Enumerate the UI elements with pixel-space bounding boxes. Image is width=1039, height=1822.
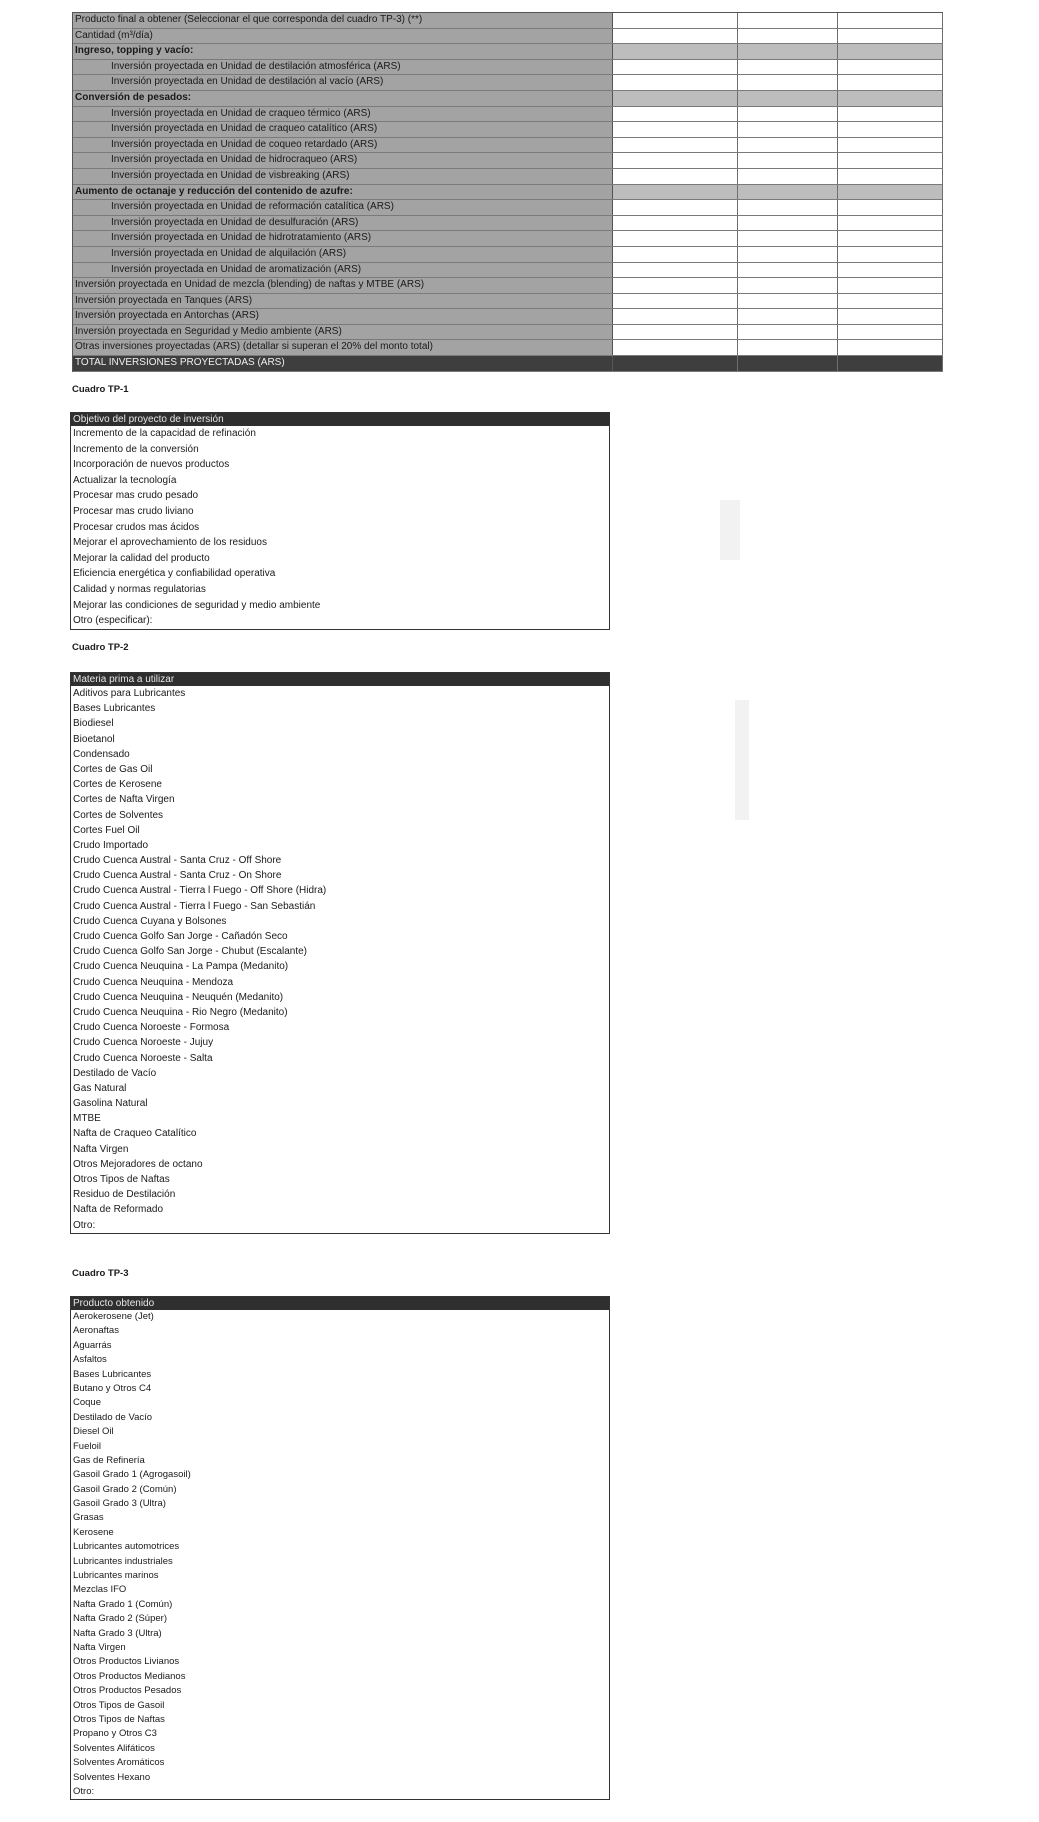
list-item: Solventes Hexano <box>73 1771 151 1783</box>
list-item: Fueloil <box>73 1440 101 1452</box>
investment-row <box>73 44 943 60</box>
investment-row-label: Inversión proyectada en Unidad de mezcla (blending) de naftas y MTBE (ARS) <box>73 278 613 293</box>
investment-value-cell-3[interactable] <box>838 200 943 215</box>
list-item: Cortes de Gas Oil <box>73 763 153 775</box>
investment-value-cell-3[interactable] <box>838 325 943 340</box>
investment-row-label: Inversión proyectada en Unidad de desulfuración (ARS) <box>73 216 613 231</box>
list-item: Destilado de Vacío <box>73 1067 157 1079</box>
list-item: Coque <box>73 1397 101 1409</box>
list-item: Bases Lubricantes <box>73 703 156 715</box>
investment-value-cell-2[interactable] <box>738 200 838 215</box>
investment-row-label: Inversión proyectada en Seguridad y Medio ambiente (ARS) <box>73 325 613 340</box>
list-item: Mezclas IFO <box>73 1584 127 1596</box>
list-item: Crudo Cuenca Golfo San Jorge - Cañadón Seco <box>73 931 288 942</box>
list-item: Nafta Grado 1 (Común) <box>73 1598 173 1610</box>
list-item: Bases Lubricantes <box>73 1368 152 1380</box>
investment-value-cell-2[interactable] <box>738 216 838 231</box>
tp3-header: Producto obtenido <box>71 1297 609 1310</box>
investment-row-label: Otras inversiones proyectadas (ARS) (detallar si superan el 20% del monto total) <box>73 340 613 355</box>
investment-row <box>73 247 943 263</box>
list-item: Bioetanol <box>73 733 115 745</box>
cuadro-tp3-title: Cuadro TP-3 <box>72 1268 129 1279</box>
list-item: Crudo Cuenca Austral - Tierra l Fuego - Off Shore (Hidra) <box>73 885 327 897</box>
investment-value-cell-3[interactable] <box>838 107 943 122</box>
investment-row-label: Aumento de octanaje y reducción del contenido de azufre: <box>73 185 613 200</box>
list-item: Aditivos para Lubricantes <box>73 688 186 699</box>
investment-value-cell-3[interactable] <box>838 263 943 278</box>
list-item: MTBE <box>73 1113 101 1125</box>
list-item: Crudo Cuenca Cuyana y Bolsones <box>73 915 227 927</box>
list-item: Diesel Oil <box>73 1426 114 1438</box>
investment-value-cell-1[interactable] <box>613 200 738 215</box>
investment-value-cell-2 <box>738 44 838 59</box>
list-item: Otro: <box>73 1219 96 1231</box>
list-item: Otros Tipos de Naftas <box>73 1713 165 1725</box>
investment-row <box>73 294 943 310</box>
investment-row-label: Inversión proyectada en Unidad de reformación catalítica (ARS) <box>73 200 613 215</box>
list-item: Crudo Cuenca Noroeste - Salta <box>73 1052 213 1064</box>
list-item: Otros Productos Medianos <box>73 1670 186 1682</box>
list-item: Crudo Cuenca Neuquina - Neuquén (Medanito) <box>73 991 284 1003</box>
list-item: Cortes de Solventes <box>73 809 164 821</box>
list-item: Destilado de Vacío <box>73 1411 153 1423</box>
investment-row <box>73 325 943 341</box>
list-item: Crudo Cuenca Noroeste - Jujuy <box>73 1037 214 1049</box>
cuadro-tp1-list <box>70 412 610 630</box>
investment-value-cell-1[interactable] <box>613 29 738 44</box>
investment-value-cell-3[interactable] <box>838 294 943 309</box>
investment-value-cell-3 <box>838 91 943 106</box>
investment-value-cell-2[interactable] <box>738 278 838 293</box>
cuadro-tp2-list <box>70 672 610 1234</box>
investment-row-label: Inversión proyectada en Unidad de aromatización (ARS) <box>73 263 613 278</box>
investment-row-label: Inversión proyectada en Unidad de craqueo térmico (ARS) <box>73 107 613 122</box>
list-item: Otros Tipos de Gasoil <box>73 1699 165 1711</box>
investment-value-cell-3[interactable] <box>838 247 943 262</box>
list-item: Nafta de Craqueo Catalítico <box>73 1128 197 1140</box>
investment-value-cell-1[interactable] <box>613 356 738 371</box>
investment-row-label: Producto final a obtener (Seleccionar el que corresponda del cuadro TP-3) (**) <box>73 13 613 28</box>
investment-value-cell-2 <box>738 185 838 200</box>
investment-row-label: Inversión proyectada en Unidad de alquilación (ARS) <box>73 247 613 262</box>
investment-value-cell-2[interactable] <box>738 340 838 355</box>
list-item: Solventes Alifáticos <box>73 1742 155 1754</box>
investment-row-label: Ingreso, topping y vacío: <box>73 44 613 59</box>
investment-value-cell-1[interactable] <box>613 216 738 231</box>
investment-row-label: Inversión proyectada en Tanques (ARS) <box>73 294 613 309</box>
list-item: Actualizar la tecnología <box>73 474 177 486</box>
cuadro-tp2-title: Cuadro TP-2 <box>72 642 129 653</box>
list-item: Gas Natural <box>73 1082 127 1094</box>
investment-value-cell-1[interactable] <box>613 309 738 324</box>
investment-value-cell-2[interactable] <box>738 75 838 90</box>
investment-value-cell-1[interactable] <box>613 263 738 278</box>
investment-row <box>73 29 943 45</box>
investment-value-cell-2[interactable] <box>738 138 838 153</box>
list-item: Aeronaftas <box>73 1325 119 1337</box>
investment-value-cell-2[interactable] <box>738 60 838 75</box>
list-item: Procesar mas crudo liviano <box>73 505 194 517</box>
list-item: Incremento de la conversión <box>73 443 199 455</box>
list-item: Condensado <box>73 748 130 760</box>
investment-value-cell-3[interactable] <box>838 13 943 28</box>
list-item: Asfaltos <box>73 1354 107 1366</box>
list-item: Cortes de Nafta Virgen <box>73 794 175 806</box>
investment-value-cell-2[interactable] <box>738 122 838 137</box>
list-item: Gasolina Natural <box>73 1098 148 1110</box>
investment-value-cell-1 <box>613 44 738 59</box>
investment-value-cell-3[interactable] <box>838 231 943 246</box>
list-item: Nafta Virgen <box>73 1641 126 1653</box>
investment-value-cell-1[interactable] <box>613 169 738 184</box>
list-item: Propano y Otros C3 <box>73 1728 157 1740</box>
list-item: Eficiencia energética y confiabilidad operativa <box>73 568 276 580</box>
list-item: Butano y Otros C4 <box>73 1382 152 1394</box>
investment-value-cell-2[interactable] <box>738 169 838 184</box>
list-item: Nafta de Reformado <box>73 1204 164 1216</box>
list-item: Otros Mejoradores de octano <box>73 1158 203 1170</box>
investment-row <box>73 356 943 372</box>
investment-row <box>73 340 943 356</box>
list-item: Cortes de Kerosene <box>73 779 162 791</box>
investment-row <box>73 91 943 107</box>
investment-value-cell-1[interactable] <box>613 153 738 168</box>
investment-row <box>73 153 943 169</box>
investment-value-cell-2[interactable] <box>738 13 838 28</box>
investment-value-cell-3[interactable] <box>838 169 943 184</box>
cuadro-tp3-list <box>70 1296 610 1800</box>
investment-row <box>73 231 943 247</box>
investment-value-cell-1 <box>613 185 738 200</box>
investment-value-cell-3[interactable] <box>838 138 943 153</box>
list-item: Crudo Cuenca Golfo San Jorge - Chubut (Escalante) <box>73 946 308 958</box>
investment-value-cell-2[interactable] <box>738 231 838 246</box>
investment-value-cell-2[interactable] <box>738 153 838 168</box>
investment-row-label: Inversión proyectada en Unidad de destilación atmosférica (ARS) <box>73 60 613 75</box>
investment-value-cell-3[interactable] <box>838 216 943 231</box>
investment-row <box>73 107 943 123</box>
investment-row <box>73 200 943 216</box>
investment-value-cell-2 <box>738 91 838 106</box>
list-item: Crudo Cuenca Austral - Santa Cruz - Off Shore <box>73 855 282 867</box>
investment-row <box>73 60 943 76</box>
investment-value-cell-3[interactable] <box>838 122 943 137</box>
investment-row <box>73 122 943 138</box>
investment-value-cell-2[interactable] <box>738 356 838 371</box>
investment-value-cell-2[interactable] <box>738 29 838 44</box>
investment-row-label: Inversión proyectada en Unidad de hidrocraqueo (ARS) <box>73 153 613 168</box>
investment-value-cell-1[interactable] <box>613 340 738 355</box>
investment-row <box>73 278 943 294</box>
list-item: Residuo de Destilación <box>73 1189 176 1201</box>
list-item: Incorporación de nuevos productos <box>73 459 230 471</box>
investment-value-cell-1[interactable] <box>613 107 738 122</box>
list-item: Nafta Grado 3 (Ultra) <box>73 1627 162 1639</box>
list-item: Gasoil Grado 1 (Agrogasoil) <box>73 1469 191 1481</box>
tp1-header: Objetivo del proyecto de inversión <box>71 413 609 426</box>
investment-row-label: Inversión proyectada en Unidad de coqueo retardado (ARS) <box>73 138 613 153</box>
investment-row <box>73 13 943 29</box>
investment-row-label: Inversión proyectada en Unidad de craqueo catalítico (ARS) <box>73 122 613 137</box>
investment-row-label: Inversión proyectada en Unidad de visbreaking (ARS) <box>73 169 613 184</box>
tp2-header: Materia prima a utilizar <box>71 673 609 686</box>
investment-row <box>73 263 943 279</box>
list-item: Kerosene <box>73 1526 114 1538</box>
list-item: Grasas <box>73 1512 104 1524</box>
investment-value-cell-3[interactable] <box>838 340 943 355</box>
list-item: Cortes Fuel Oil <box>73 824 140 836</box>
list-item: Procesar crudos mas ácidos <box>73 521 200 533</box>
list-item: Nafta Virgen <box>73 1143 129 1155</box>
investment-row <box>73 75 943 91</box>
investment-value-cell-2[interactable] <box>738 247 838 262</box>
investment-row <box>73 138 943 154</box>
list-item: Otro: <box>73 1785 95 1797</box>
investment-value-cell-3[interactable] <box>838 278 943 293</box>
scan-artifact <box>720 500 740 560</box>
scan-artifact <box>735 700 749 820</box>
investment-row <box>73 216 943 232</box>
investment-row-label: Inversión proyectada en Unidad de destilación al vacío (ARS) <box>73 75 613 90</box>
list-item: Calidad y normas regulatorias <box>73 583 206 595</box>
investment-value-cell-2[interactable] <box>738 263 838 278</box>
investment-value-cell-3 <box>838 44 943 59</box>
list-item: Mejorar la calidad del producto <box>73 552 210 564</box>
investment-value-cell-1[interactable] <box>613 75 738 90</box>
cuadro-tp1-title: Cuadro TP-1 <box>72 384 129 395</box>
investment-value-cell-3[interactable] <box>838 309 943 324</box>
list-item: Nafta Grado 2 (Súper) <box>73 1613 167 1625</box>
list-item: Incremento de la capacidad de refinación <box>73 428 256 439</box>
list-item: Aerokerosene (Jet) <box>73 1311 154 1322</box>
investment-value-cell-1[interactable] <box>613 231 738 246</box>
investment-value-cell-3 <box>838 185 943 200</box>
investment-row-label: Inversión proyectada en Unidad de hidrotratamiento (ARS) <box>73 231 613 246</box>
list-item: Otros Tipos de Naftas <box>73 1174 170 1185</box>
investment-row <box>73 185 943 201</box>
list-item: Crudo Cuenca Noroeste - Formosa <box>73 1022 230 1034</box>
investment-value-cell-1[interactable] <box>613 278 738 293</box>
investment-value-cell-1[interactable] <box>613 247 738 262</box>
investment-value-cell-3[interactable] <box>838 29 943 44</box>
list-item: Lubricantes marinos <box>73 1570 159 1582</box>
list-item: Crudo Cuenca Neuquina - Mendoza <box>73 976 234 988</box>
list-item: Biodiesel <box>73 718 114 730</box>
list-item: Aguarrás <box>73 1339 112 1351</box>
list-item: Lubricantes industriales <box>73 1555 173 1567</box>
investment-row-label: Conversión de pesados: <box>73 91 613 106</box>
investment-value-cell-1[interactable] <box>613 325 738 340</box>
list-item: Solventes Aromáticos <box>73 1757 165 1769</box>
list-item: Otros Productos Pesados <box>73 1685 182 1697</box>
investment-value-cell-1[interactable] <box>613 122 738 137</box>
investment-row-label: Cantidad (m³/día) <box>73 29 613 44</box>
investment-value-cell-3[interactable] <box>838 60 943 75</box>
investment-value-cell-2[interactable] <box>738 309 838 324</box>
investment-row-label: TOTAL INVERSIONES PROYECTADAS (ARS) <box>73 356 613 371</box>
investment-row <box>73 309 943 325</box>
investment-value-cell-2[interactable] <box>738 325 838 340</box>
list-item: Crudo Cuenca Neuquina - La Pampa (Medanito) <box>73 961 289 973</box>
list-item: Lubricantes automotrices <box>73 1541 180 1553</box>
list-item: Gas de Refinería <box>73 1454 145 1466</box>
list-item: Otros Productos Livianos <box>73 1656 180 1668</box>
investment-table <box>72 12 943 372</box>
list-item: Crudo Cuenca Austral - Tierra l Fuego - San Sebastián <box>73 900 316 912</box>
list-item: Gasoil Grado 2 (Común) <box>73 1483 177 1495</box>
investment-row-label: Inversión proyectada en Antorchas (ARS) <box>73 309 613 324</box>
list-item: Crudo Cuenca Austral - Santa Cruz - On Shore <box>73 870 282 882</box>
list-item: Crudo Cuenca Neuquina - Rio Negro (Medanito) <box>73 1006 288 1018</box>
investment-row <box>73 169 943 185</box>
list-item: Gasoil Grado 3 (Ultra) <box>73 1498 166 1510</box>
investment-value-cell-1[interactable] <box>613 138 738 153</box>
investment-value-cell-3[interactable] <box>838 75 943 90</box>
list-item: Otro (especificar): <box>73 615 153 627</box>
investment-value-cell-1[interactable] <box>613 294 738 309</box>
investment-value-cell-3[interactable] <box>838 356 943 371</box>
list-item: Mejorar las condiciones de seguridad y medio ambiente <box>73 599 321 611</box>
list-item: Procesar mas crudo pesado <box>73 490 199 502</box>
list-item: Mejorar el aprovechamiento de los residuos <box>73 537 267 549</box>
list-item: Crudo Importado <box>73 839 149 851</box>
investment-value-cell-1[interactable] <box>613 13 738 28</box>
investment-value-cell-2[interactable] <box>738 294 838 309</box>
investment-value-cell-1[interactable] <box>613 60 738 75</box>
investment-value-cell-2[interactable] <box>738 107 838 122</box>
investment-value-cell-3[interactable] <box>838 153 943 168</box>
investment-value-cell-1 <box>613 91 738 106</box>
